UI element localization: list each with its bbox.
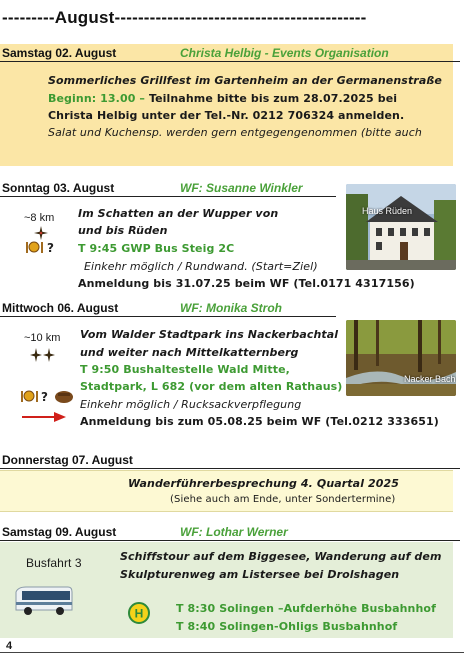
photo-caption: Nacker Bach [404,374,456,384]
event-registration: Anmeldung bis 31.07.25 beim WF (Tel.0171 4317156) [78,277,415,290]
event-title: Sommerliches Grillfest im Gartenheim an der Germanenstraße [48,74,442,87]
bus-icon [12,584,74,618]
cutlery-question-icon [25,240,59,254]
event-start-time: Beginn: 13.00 – [48,92,149,105]
event-date: Sonntag 03. August [2,181,115,195]
trip-description: Schiffstour auf dem Biggesee, Wanderung auf dem [120,550,442,563]
event-guide: Christa Helbig - Events Organisation [180,46,389,60]
event-title: Vom Walder Stadtpark ins Nackerbachtal [80,328,339,341]
svg-text:?: ? [47,241,54,254]
trip-departure-1: T 8:30 Solingen –Aufderhöhe Busbahnhof [176,602,436,615]
event-registration: Anmeldung bis zum 05.08.25 beim WF (Tel.0212 333651) [80,415,439,428]
trip-description-cont: Skulpturenweg am Listersee bei Drolshagen [120,568,400,581]
event-guide: WF: Lothar Werner [180,525,288,539]
event-day-row [0,300,464,317]
divider [0,196,336,197]
divider [0,316,336,317]
meeting-title: Wanderführerbesprechung 4. Quartal 2025 [128,477,400,490]
bus-label: Busfahrt 3 [26,556,82,570]
stream-photo [346,320,456,396]
event-registration: Teilnahme bitte bis zum 28.07.2025 bei [148,92,398,105]
house-photo [346,184,456,270]
month-header: ---------August------------------------------------------- [2,8,367,27]
divider [0,61,460,62]
event-guide: WF: Monika Stroh [180,301,282,315]
cutlery-question-backpack-icon [20,388,76,404]
event-meeting-point: T 9:45 GWP Bus Steig 2C [78,242,235,255]
event-date: Mittwoch 06. August [2,301,119,315]
event-day-row [0,45,464,62]
distance-label: ~10 km [24,332,61,344]
event-contact: Christa Helbig unter der Tel.-Nr. 0212 706324 anmelden. [48,109,405,122]
svg-text:H: H [134,606,144,621]
compass-star-icon [34,226,48,240]
trip-departure-2: T 8:40 Solingen-Ohligs Busbahnhof [176,620,398,633]
distance-label: ~8 km [24,212,55,224]
stream-illustration [346,320,456,396]
event-note: Salat und Kuchensp. werden gern entgegengenommen (bitte auch [48,126,422,139]
event-info: Einkehr möglich / Rundwand. (Start=Ziel) [84,260,318,273]
divider [0,540,460,541]
double-compass-star-icon [30,348,56,362]
bus-stop-icon [128,602,150,624]
event-info: Einkehr möglich / Rucksackverpflegung [80,398,302,411]
event-meeting-point: T 9:50 Bushaltestelle Wald Mitte, [80,363,290,376]
event-date: Donnerstag 07. August [2,453,133,467]
page-number: 4 [6,640,13,652]
divider [0,468,460,469]
event-day-row [0,524,464,541]
event-guide: WF: Susanne Winkler [180,181,303,195]
event-meeting-point-cont: Stadtpark, L 682 (vor dem alten Rathaus) [80,380,343,393]
house-illustration [346,184,456,270]
red-arrow-icon [22,412,66,422]
photo-caption: Haus Rüden [362,206,413,216]
event-start-line [48,92,397,105]
event-title-cont: und weiter nach Mittelkatternberg [80,346,299,359]
event-title-cont: und bis Rüden [78,224,168,237]
event-day-row [0,452,464,469]
event-date: Samstag 02. August [2,46,117,60]
footer-rule [0,652,464,653]
event-title: Im Schatten an der Wupper von [78,207,279,220]
meeting-note: (Siehe auch am Ende, unter Sondertermine) [170,494,396,505]
svg-text:?: ? [41,390,48,404]
event-box-grillfest [0,44,453,166]
event-date: Samstag 09. August [2,525,117,539]
